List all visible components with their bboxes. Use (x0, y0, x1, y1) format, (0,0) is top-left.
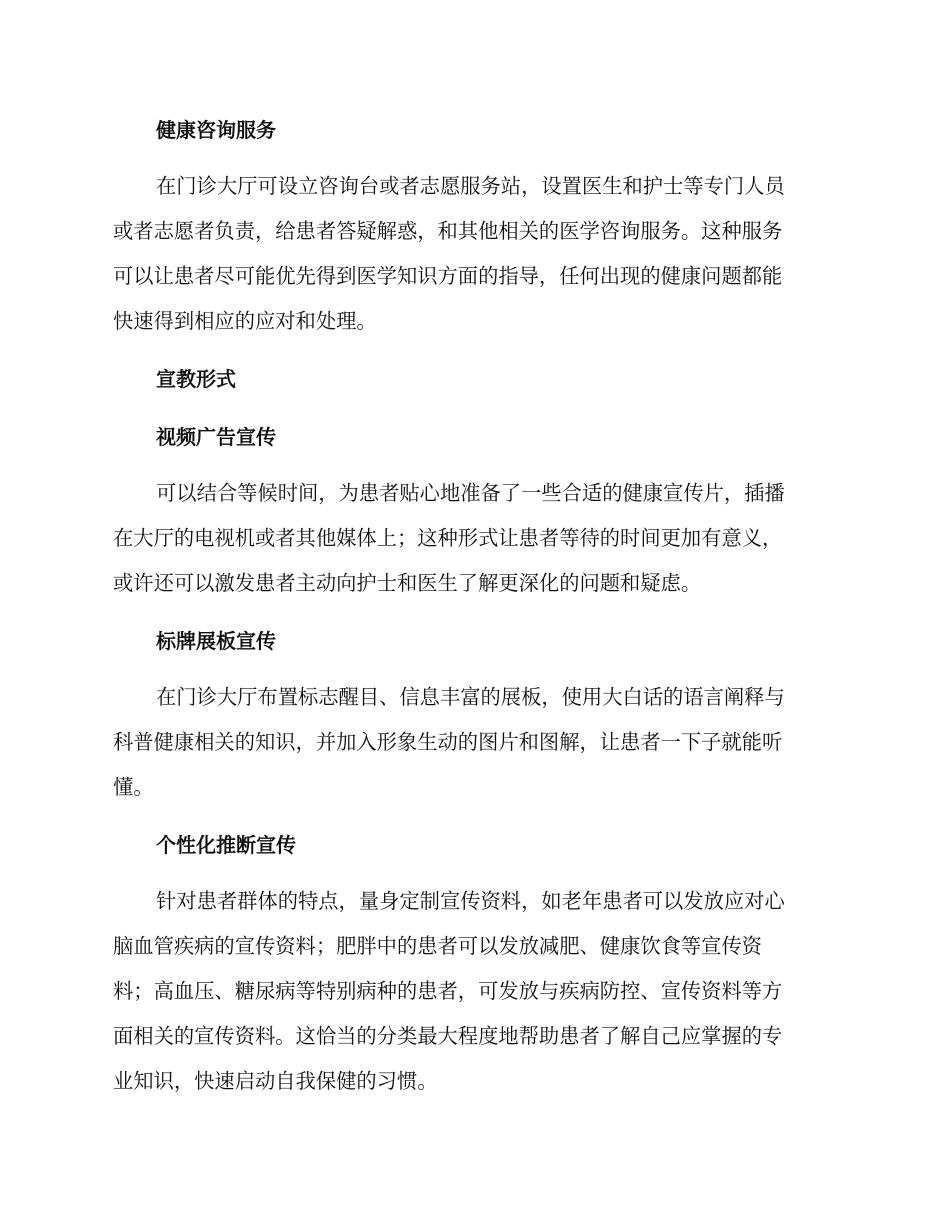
paragraph-line: 或者志愿者负责，给患者答疑解惑，和其他相关的医学咨询服务。这种服务 (113, 219, 783, 243)
section-heading-video-ads: 视频广告宣传 (156, 425, 276, 449)
paragraph-line: 科普健康相关的知识，并加入形象生动的图片和图解，让患者一下子就能听 (113, 730, 783, 754)
paragraph-line: 在门诊大厅布置标志醒目、信息丰富的展板，使用大白话的语言阐释与 (156, 685, 785, 709)
paragraph-line: 快速得到相应的应对和处理。 (113, 309, 377, 333)
paragraph-line: 脑血管疾病的宣传资料；肥胖中的患者可以发放减肥、健康饮食等宣传资 (113, 934, 763, 958)
paragraph-line: 面相关的宣传资料。这恰当的分类最大程度地帮助患者了解自己应掌握的专 (113, 1024, 783, 1048)
paragraph-personalized-promotion (113, 879, 833, 1104)
paragraph-line: 或许还可以激发患者主动向护士和医生了解更深化的问题和疑虑。 (113, 571, 702, 595)
paragraph-line: 在门诊大厅可设立咨询台或者志愿服务站，设置医生和护士等专门人员 (156, 174, 785, 198)
paragraph-line: 料；高血压、糖尿病等特别病种的患者，可发放与疾病防控、宣传资料等方 (113, 979, 783, 1003)
paragraph-line: 在大厅的电视机或者其他媒体上；这种形式让患者等待的时间更加有意义， (113, 526, 783, 550)
paragraph-line: 业知识，快速启动自我保健的习惯。 (113, 1069, 438, 1093)
paragraph-line: 懂。 (113, 775, 154, 799)
paragraph-line: 针对患者群体的特点，量身定制宣传资料，如老年患者可以发放应对心 (156, 889, 785, 913)
paragraph-video-ads (113, 471, 833, 606)
section-heading-health-consulting: 健康咨询服务 (156, 118, 276, 142)
paragraph-signboard-display (113, 675, 833, 810)
section-heading-personalized-promotion: 个性化推断宣传 (156, 833, 296, 857)
paragraph-line: 可以结合等候时间，为患者贴心地准备了一些合适的健康宣传片，插播 (156, 481, 785, 505)
section-heading-education-forms: 宣教形式 (156, 367, 236, 391)
paragraph-health-consulting (113, 164, 833, 344)
section-heading-signboard-display: 标牌展板宣传 (156, 629, 276, 653)
paragraph-line: 可以让患者尽可能优先得到医学知识方面的指导，任何出现的健康问题都能 (113, 264, 783, 288)
